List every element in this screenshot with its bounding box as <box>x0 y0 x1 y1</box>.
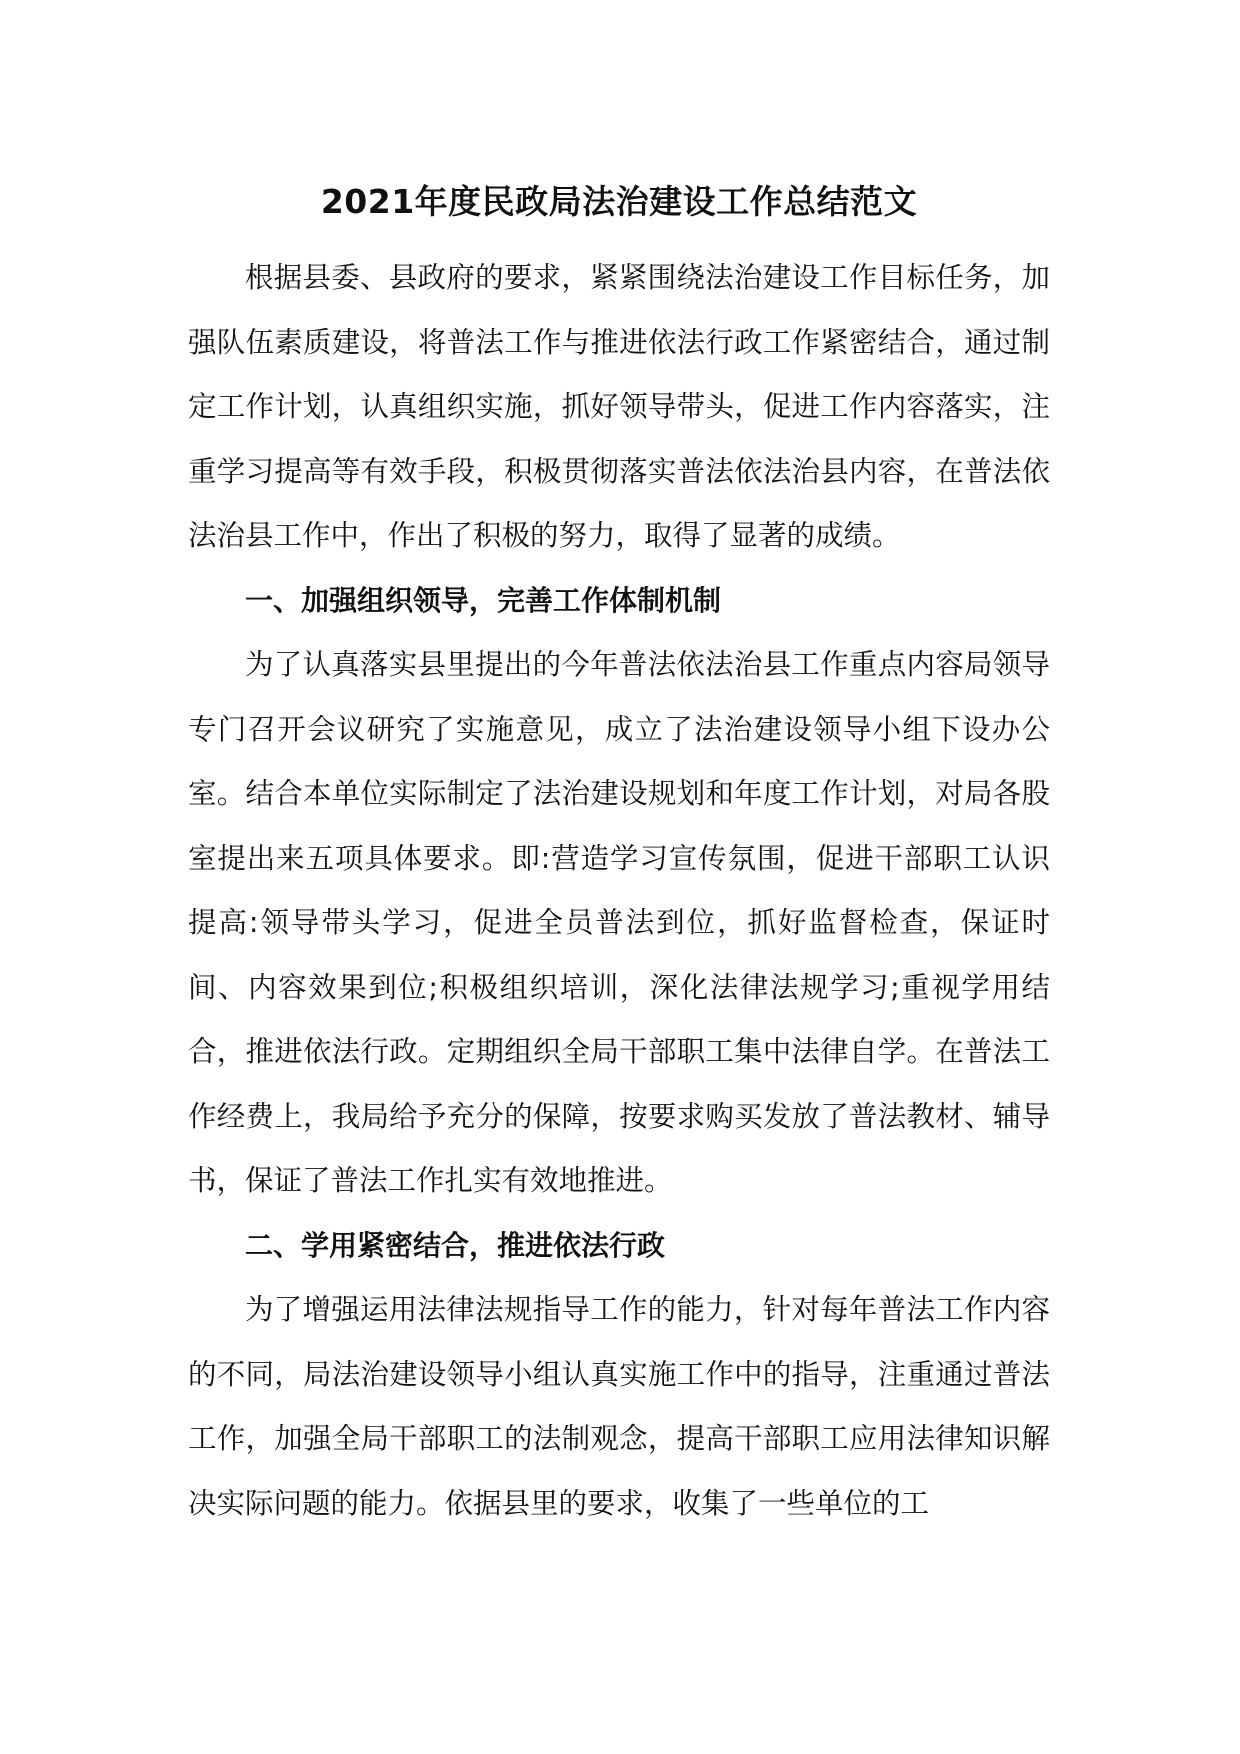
section-heading-1: 一、加强组织领导，完善工作体制机制 <box>245 583 722 617</box>
document-title: 2021年度民政局法治建设工作总结范文 <box>320 182 918 221</box>
section-body-1: 为了认真落实县里提出的今年普法依法治县工作重点内容局领导专门召开会议研究了实施意见，成立了法治建设领导小组下设办公室。结合本单位实际制定了法治建设规划和年度工作计划，对局各股室提出来五项具体要求。即:营造学习宣传氛围，促进干部职工认识提高:领导带头学习，促进全员普法到位，抓好监督检查，保证时间、内容效果到位;积极组织培训，深化法律法规学习;重视学用结合，推进依法行政。定期组织全局干部职工集中法律自学。在普法工作经费上，我局给予充分的保障，按要求购买发放了普法教材、辅导书，保证了普法工作扎实有效地推进。 <box>188 648 1050 1197</box>
document-page <box>188 178 1050 1536</box>
intro-paragraph: 根据县委、县政府的要求，紧紧围绕法治建设工作目标任务，加强队伍素质建设，将普法工作与推进依法行政工作紧密结合，通过制定工作计划，认真组织实施，抓好领导带头，促进工作内容落实，注重学习提高等有效手段，积极贯彻落实普法依法治县内容，在普法依法治县工作中，作出了积极的努力，取得了显著的成绩。 <box>188 261 1050 552</box>
section-body-2: 为了增强运用法律法规指导工作的能力，针对每年普法工作内容的不同，局法治建设领导小组认真实施工作中的指导，注重通过普法工作，加强全局干部职工的法制观念，提高干部职工应用法律知识解决实际问题的能力。依据县里的要求，收集了一些单位的工 <box>188 1293 1050 1520</box>
section-heading-2: 二、学用紧密结合，推进依法行政 <box>245 1228 666 1262</box>
